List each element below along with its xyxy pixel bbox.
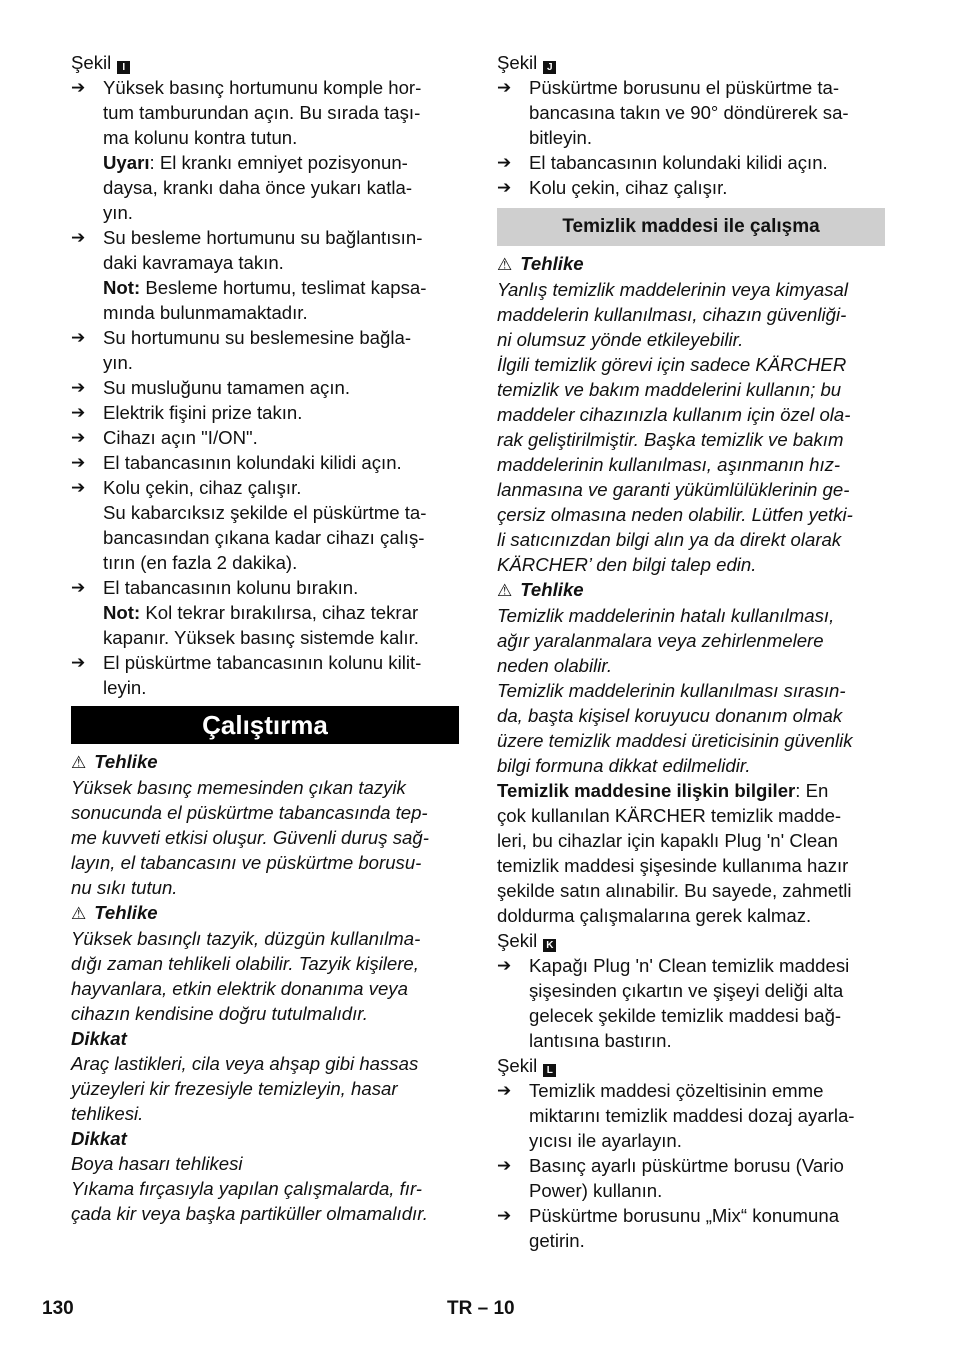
step-use-vario-lance: ➔ Basınç ayarlı püskürtme borusu (Vario Power) kullanın.: [497, 1155, 844, 1201]
danger-heading: ⚠ Tehlike: [497, 577, 885, 603]
figure-ref-i: Şekil I: [71, 50, 459, 75]
arrow-icon: ➔: [71, 403, 86, 422]
arrow-icon: ➔: [71, 428, 86, 447]
figure-letter-box: L: [543, 1064, 556, 1077]
left-column: [71, 50, 459, 1226]
figure-ref-k: Şekil K: [497, 928, 885, 953]
arrow-icon: ➔: [497, 178, 512, 197]
danger-text-jet: Yüksek basınçlı tazyik, düzgün kullanılma- dığı zaman tehlikeli olabilir. Tazyik kişilere, hayvanlara, etkin elektrik donanıma veya cihazın kendisine doğru tutulmalıdır.: [71, 928, 421, 1024]
step-pull-trigger: ➔ Kolu çekin, cihaz çalışır.: [497, 177, 728, 198]
arrow-icon: ➔: [71, 378, 86, 397]
warning-note-crank: Uyarı: El krankı emniyet pozisyonun- daysa, krankı daha önce yukarı katla- yın.: [103, 152, 413, 223]
arrow-icon: ➔: [497, 1206, 512, 1225]
step-insert-bottle: ➔ Kapağı Plug 'n' Clean temizlik maddesi şişesinden çıkartın ve şişeyi deliği alta gelecek şekilde temizlik maddesi bağ- lantısına bastırın.: [497, 955, 850, 1051]
caution-heading: Dikkat: [71, 1128, 127, 1149]
arrow-icon: ➔: [497, 1081, 512, 1100]
danger-text-misuse: Temizlik maddelerinin hatalı kullanılması, ağır yaralanmalara veya zehirlenmelere neden olabilir. Temizlik maddelerinin kullanılması sırasın- da, başta kişisel koruyucu donanım olmak üzere temizlik maddesi üreticisinin güvenlik bilgi formuna dikkat edilmelidir.: [497, 605, 853, 776]
step-unlock-trigger: ➔ El tabancasının kolundaki kilidi açın.: [71, 452, 402, 473]
step-plug-in: ➔ Elektrik fişini prize takın.: [71, 402, 303, 423]
arrow-icon: ➔: [71, 328, 86, 347]
page-number: 130: [42, 1298, 74, 1319]
figure-letter-box: I: [117, 61, 130, 74]
danger-text-wrong-detergent: Yanlış temizlik maddelerinin veya kimyasal maddelerin kullanılması, cihazın güvenliği- ni olumsuz yönde etkileyebilir. İlgili temizlik görevi için sadece KÄRCHER temizlik ve bakım maddelerini kullanın; bu maddeler cihazınızla kullanım için özel ola- rak geliştirilmiştir. Başka temizlik ve bakım maddelerinin kullanılması, aşınmanın hız- lanmasına ve garanti yükümlülüklerinin ge- çersiz olmasına neden olabilir. Lütfen yetki- li satıcınızdan bilgi alın ya da direkt olarak KÄRCHER’ den bilgi talep edin.: [497, 279, 853, 575]
step-unlock-trigger: ➔ El tabancasının kolundaki kilidi açın.: [497, 152, 828, 173]
danger-heading: ⚠ Tehlike: [71, 900, 459, 926]
arrow-icon: ➔: [71, 478, 86, 497]
caution-text-paint: Boya hasarı tehlikesi Yıkama fırçasıyla yapılan çalışmalarda, fır- çada kir veya başka partiküller olmamalıdır.: [71, 1153, 428, 1224]
step-connect-water: ➔ Su hortumunu su beslemesine bağla- yın.: [71, 327, 412, 373]
warning-triangle-icon: ⚠: [71, 753, 87, 772]
step-lock-trigger: ➔ El püskürtme tabancasının kolunu kilit- leyin.: [71, 652, 422, 698]
section-title-operation: Çalıştırma: [71, 706, 459, 744]
arrow-icon: ➔: [71, 228, 86, 247]
step-set-dosage: ➔ Temizlik maddesi çözeltisinin emme miktarını temizlik maddesi dozaj ayarla- yıcısı ile ayarlayın.: [497, 1080, 855, 1151]
step-open-tap: ➔ Su musluğunu tamamen açın.: [71, 377, 351, 398]
warning-triangle-icon: ⚠: [497, 581, 513, 600]
warning-triangle-icon: ⚠: [71, 904, 87, 923]
figure-ref-j: Şekil J: [497, 50, 885, 75]
step-switch-on: ➔ Cihazı açın "I/ON".: [71, 427, 258, 448]
note-supply-hose: Not: Besleme hortumu, teslimat kapsa- mında bulunmamaktadır.: [103, 277, 427, 323]
arrow-icon: ➔: [497, 1156, 512, 1175]
figure-letter-box: K: [543, 939, 556, 952]
detergent-info-paragraph: Temizlik maddesine ilişkin bilgiler: En çok kullanılan KÄRCHER temizlik madde- leri, bu cihazlar için kapaklı Plug 'n' Clean temizlik maddesi şişesinde kullanıma hazır şekilde satın alınabilir. Bu sayede, zahmetli doldurma çalışmalarına gerek kalmaz.: [497, 780, 852, 926]
right-column: [497, 50, 885, 1253]
arrow-icon: ➔: [497, 153, 512, 172]
warning-triangle-icon: ⚠: [497, 255, 513, 274]
footer-section-label: TR – 10: [447, 1298, 515, 1319]
arrow-icon: ➔: [497, 956, 512, 975]
arrow-icon: ➔: [71, 653, 86, 672]
figure-letter-box: J: [543, 61, 556, 74]
arrow-icon: ➔: [71, 578, 86, 597]
note-release: Not: Kol tekrar bırakılırsa, cihaz tekrar kapanır. Yüksek basınç sistemde kalır.: [103, 602, 419, 648]
step-release-trigger: ➔ El tabancasının kolunu bırakın.: [71, 577, 359, 598]
danger-heading: ⚠ Tehlike: [497, 251, 885, 277]
step-pull-trigger: ➔ Kolu çekin, cihaz çalışır. Su kabarcıksız şekilde el püskürtme ta- bancasından çıkana kadar cihazı çalış- tırın (en fazla 2 dakika).: [71, 477, 427, 573]
arrow-icon: ➔: [71, 453, 86, 472]
danger-text-recoil: Yüksek basınç memesinden çıkan tazyik sonucunda el püskürtme tabancasında tep- me kuvveti etkisi oluşur. Güvenli duruş sağ- layın, el tabancasını ve püskürtme borusu- nu sıkı tutun.: [71, 777, 429, 898]
step-unwind-hose: ➔ Yüksek basınç hortumunu komple hor- tum tamburundan açın. Bu sırada taşı- ma kolunu kontra tutun.: [71, 77, 422, 148]
step-attach-spray-lance: ➔ Püskürtme borusunu el püskürtme ta- bancasına takın ve 90° döndürerek sa- bitleyin.: [497, 77, 849, 148]
arrow-icon: ➔: [71, 78, 86, 97]
arrow-icon: ➔: [497, 78, 512, 97]
figure-ref-l: Şekil L: [497, 1053, 885, 1078]
step-connect-supply-hose: ➔ Su besleme hortumunu su bağlantısın- daki kavramaya takın.: [71, 227, 423, 273]
danger-heading: ⚠ Tehlike: [71, 749, 459, 775]
caution-heading: Dikkat: [71, 1028, 127, 1049]
caution-text-surfaces: Araç lastikleri, cila veya ahşap gibi hassas yüzeyleri kir frezesiyle temizleyin, hasar tehlikesi.: [71, 1053, 419, 1124]
section-title-detergent: Temizlik maddesi ile çalışma: [497, 208, 885, 246]
step-set-mix: ➔ Püskürtme borusunu „Mix“ konumuna getirin.: [497, 1205, 840, 1251]
